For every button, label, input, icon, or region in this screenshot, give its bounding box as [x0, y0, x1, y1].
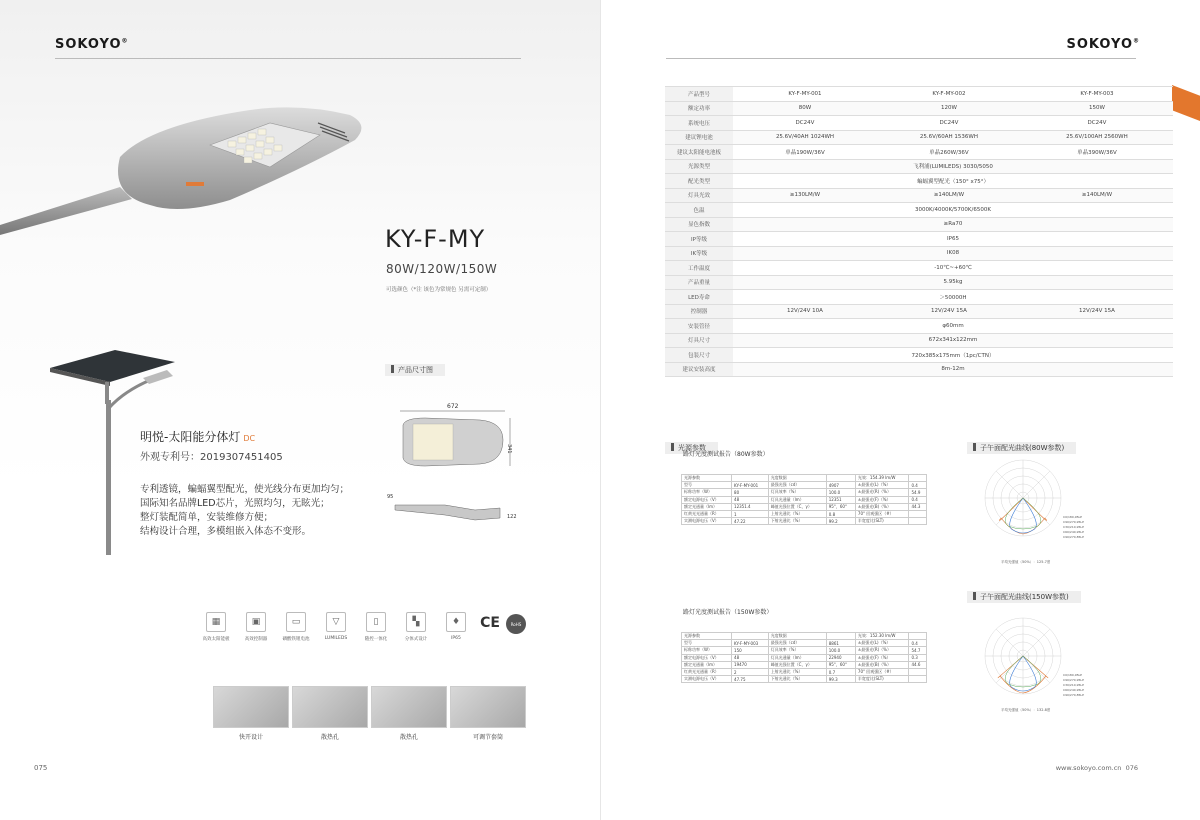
patent-number: 外观专利号：2019307451405	[140, 452, 283, 463]
svg-text:C60/240,95LP: C60/240,95LP	[1063, 688, 1084, 692]
report-cell: 12351.4	[732, 503, 769, 510]
report-cell: 灯具光通量（lm）	[768, 496, 826, 503]
curve150-label: 子午面配光曲线(150W参数)	[967, 591, 1081, 603]
report-cell: 99.2	[826, 518, 855, 525]
spec-value: 单晶390W/36V	[1021, 145, 1173, 160]
spec-value: 25.6V/100AH 2560WH	[1021, 130, 1173, 145]
spec-key: 建议安装高度	[665, 362, 733, 377]
dim-side-a: 95	[387, 494, 394, 500]
feature-icon-item: ▭ 磷酸铁锂电池	[278, 612, 314, 642]
report-cell	[732, 633, 769, 640]
report-cell: 型号	[682, 482, 732, 489]
model-title: KY-F-MY	[385, 225, 486, 253]
spec-key: 安装管径	[665, 319, 733, 334]
report-row	[682, 633, 927, 640]
corner-tab	[1172, 85, 1200, 121]
report-cell: 最强光强（cd）	[768, 482, 826, 489]
report-cell: 灯具光通量（lm）	[768, 654, 826, 661]
spec-key: 控制器	[665, 304, 733, 319]
report-cell: 95°，60°	[826, 661, 855, 668]
spec-value: 25.6V/40AH 1024WH	[733, 130, 877, 145]
spec-key: IP等级	[665, 232, 733, 247]
report-cell: ±最强光(B)（%）	[855, 661, 909, 668]
report-cell: ±最强光(R)（%）	[855, 489, 909, 496]
report-cell: 型号	[682, 640, 732, 647]
report-row	[682, 475, 927, 482]
wattage-options: 80W/120W/150W	[386, 262, 498, 276]
spec-value: 12V/24V 10A	[733, 304, 877, 319]
report-cell: ±最强光(F)（%）	[855, 654, 909, 661]
dim-height: 341	[506, 444, 512, 454]
detail-photo: 可调节套筒	[450, 686, 526, 741]
report-cell: 额定光通量（lm）	[682, 503, 732, 510]
report-row	[682, 647, 927, 654]
spec-row	[665, 348, 1173, 363]
report-row	[682, 518, 927, 525]
spec-table	[665, 86, 1173, 377]
spec-row	[665, 145, 1173, 160]
report-cell: 47.75	[732, 676, 769, 683]
detail-photo: 快开设计	[213, 686, 289, 741]
report-cell: 标称功率（W）	[682, 647, 732, 654]
report-cell: 峰值光强位置（C，γ）	[768, 503, 826, 510]
spec-row	[665, 101, 1173, 116]
svg-text:C90/270,85LP: C90/270,85LP	[1063, 693, 1084, 697]
feature-icon-item: ▽ LUMILEDS	[318, 612, 354, 642]
report-cell: 额定电源电压（V）	[682, 496, 732, 503]
spec-value: 5.95kg	[733, 275, 1173, 290]
spec-key: IK等级	[665, 246, 733, 261]
dim-width: 672	[447, 403, 459, 410]
report-cell	[909, 668, 927, 675]
report-cell: 下射光通比（%）	[768, 676, 826, 683]
battery-icon: ▭	[286, 612, 306, 632]
spec-key: 显色指数	[665, 217, 733, 232]
spec-value: 单晶190W/36V	[733, 145, 877, 160]
report-row	[682, 510, 927, 517]
spec-value: 150W	[1021, 101, 1173, 116]
spec-key: LED寿命	[665, 290, 733, 305]
spec-key: 灯具尺寸	[665, 333, 733, 348]
report-cell: 光度数据	[768, 633, 826, 640]
spec-value: DC24V	[1021, 116, 1173, 131]
spec-value: ＞50000H	[733, 290, 1173, 305]
report-cell: 下射光通比（%）	[768, 518, 826, 525]
modular-icon: ▚	[406, 612, 426, 632]
spec-row	[665, 188, 1173, 203]
report-row	[682, 503, 927, 510]
spec-value: 3000K/4000K/5700K/6500K	[733, 203, 1173, 218]
report80-title: 路灯光度测试报告（80W参数）	[683, 451, 769, 458]
spec-value: KY-F-MY-002	[877, 87, 1021, 102]
report-cell: KY-F-MY-001	[732, 482, 769, 489]
report-cell: 19470	[732, 661, 769, 668]
report-cell	[909, 633, 927, 640]
feature-item: 国际知名品牌LED芯片，光照均匀，无眩光；	[140, 498, 330, 509]
integrated-icon: ▯	[366, 612, 386, 632]
spec-row	[665, 261, 1173, 276]
spec-key: 灯具光效	[665, 188, 733, 203]
report-cell: 上射光通比（%）	[768, 510, 826, 517]
feature-list	[140, 483, 349, 539]
feature-item: 结构设计合理，多模组嵌入体态不变形。	[140, 526, 312, 537]
report-cell: 红黄光光通量（R）	[682, 510, 732, 517]
report-cell	[732, 475, 769, 482]
spec-row	[665, 232, 1173, 247]
report-cell: 80	[732, 489, 769, 496]
spec-value: 12V/24V 15A	[1021, 304, 1173, 319]
report-cell: 灯具效率（%）	[768, 647, 826, 654]
spec-row	[665, 116, 1173, 131]
report-cell: ±最强光(L)（%）	[855, 640, 909, 647]
report-row	[682, 496, 927, 503]
report-cell: 光源参数	[682, 633, 732, 640]
report-cell: 48	[732, 654, 769, 661]
feature-item: 专利透镜，蝙蝠翼型配光，使光线分布更加均匀；	[140, 484, 350, 495]
report-cell	[909, 676, 927, 683]
spec-row	[665, 290, 1173, 305]
spec-value: 672x341x122mm	[733, 333, 1173, 348]
report-row	[682, 661, 927, 668]
report-cell: 0.8	[826, 510, 855, 517]
spec-row	[665, 87, 1173, 102]
spec-value: φ60mm	[733, 319, 1173, 334]
report-cell: 峰值光强位置（C，γ）	[768, 661, 826, 668]
polar150-caption: 平均光强值（50%）：132.8度	[1001, 708, 1051, 712]
report-cell: 上射光通比（%）	[768, 668, 826, 675]
report-cell: 1	[732, 510, 769, 517]
light-source-label: 光源参数	[665, 442, 718, 454]
report-cell: 48	[732, 496, 769, 503]
report-cell: 70° 回观强区（#）	[855, 510, 909, 517]
detail-photos	[213, 686, 526, 741]
feature-icons	[198, 612, 526, 642]
report-cell: 150	[732, 647, 769, 654]
svg-text:C30/210,95LP: C30/210,95LP	[1063, 525, 1084, 529]
spec-row	[665, 246, 1173, 261]
report-cell: 100.0	[826, 647, 855, 654]
svg-text:C0/180,95LP: C0/180,95LP	[1063, 515, 1082, 519]
dimension-section-label: 产品尺寸图	[385, 364, 445, 376]
svg-text:C0/180,95LP: C0/180,95LP	[1063, 673, 1082, 677]
report-cell: 光效：152.30 lm/W	[855, 633, 909, 640]
waterproof-icon: ♦	[446, 612, 466, 632]
spec-key: 配光类型	[665, 174, 733, 189]
report-cell: 标称功率（W）	[682, 489, 732, 496]
report-cell: 54.9	[909, 489, 927, 496]
report-row	[682, 654, 927, 661]
spec-value: DC24V	[733, 116, 877, 131]
spec-value: 25.6V/60AH 1536WH	[877, 130, 1021, 145]
report150-title: 路灯光度测试报告（150W参数）	[683, 609, 773, 616]
report-cell: 12351	[826, 496, 855, 503]
spec-value: 120W	[877, 101, 1021, 116]
optional-color-note: 可选颜色（*注 该色为常规色 另需可定制）	[386, 287, 492, 293]
report-row	[682, 489, 927, 496]
report-cell	[826, 633, 855, 640]
ce-mark-icon: CE	[480, 615, 500, 631]
rohs-mark-icon: RoHS	[506, 614, 526, 634]
report-cell: 0.4	[909, 482, 927, 489]
led-icon: ▽	[326, 612, 346, 632]
detail-photo: 散热孔	[371, 686, 447, 741]
report-cell: 额定电源电压（V）	[682, 654, 732, 661]
spec-row	[665, 319, 1173, 334]
spec-key: 产品型号	[665, 87, 733, 102]
report-cell: ±最强光(F)（%）	[855, 496, 909, 503]
brand-logo: SOKOYO®	[1066, 37, 1140, 52]
spec-row	[665, 275, 1173, 290]
spec-row	[665, 304, 1173, 319]
header-divider	[666, 58, 1136, 59]
report-cell: 100.0	[826, 489, 855, 496]
report-row	[682, 482, 927, 489]
report-cell: 22940	[826, 654, 855, 661]
report-row	[682, 640, 927, 647]
report-cell: ±最强光(R)（%）	[855, 647, 909, 654]
curve80-label: 子午面配光曲线(80W参数)	[967, 442, 1076, 454]
dim-side-b: 122	[507, 514, 517, 520]
feature-icon-item: ▣ 高效控制器	[238, 612, 274, 642]
report-cell: 44.6	[909, 661, 927, 668]
report-cell	[909, 510, 927, 517]
svg-text:C90/270,95LP: C90/270,95LP	[1063, 678, 1084, 682]
spec-value: ≥Ra70	[733, 217, 1173, 232]
report-cell: 实测电源电压（V）	[682, 676, 732, 683]
controller-icon: ▣	[246, 612, 266, 632]
spec-value: 8m-12m	[733, 362, 1173, 377]
report-cell: 8861	[826, 640, 855, 647]
solar-panel-icon: ▦	[206, 612, 226, 632]
brand-logo: SOKOYO®	[55, 37, 129, 52]
spec-value: 720x385x175mm（1pc/CTN）	[733, 348, 1173, 363]
spec-value: ≥140LM/W	[877, 188, 1021, 203]
spec-row	[665, 159, 1173, 174]
spec-row	[665, 362, 1173, 377]
report-cell: 最强光强（cd）	[768, 640, 826, 647]
spec-key: 工作温度	[665, 261, 733, 276]
spec-value: DC24V	[877, 116, 1021, 131]
feature-icon-item: ▯ 随控一体化	[358, 612, 394, 642]
spec-row	[665, 130, 1173, 145]
product-name: 明悦-太阳能分体灯 DC	[140, 430, 256, 444]
footer-website: www.sokoyo.com.cn 076	[1055, 764, 1138, 772]
spec-value: 飞利浦(LUMILEDS) 3030/5050	[733, 159, 1173, 174]
report-cell: 额定光通量（lm）	[682, 661, 732, 668]
report-cell: 95°，60°	[826, 503, 855, 510]
spec-key: 光源类型	[665, 159, 733, 174]
spec-value: 80W	[733, 101, 877, 116]
page-number-right: 076	[1125, 764, 1138, 772]
report-cell: 光效：154.39 lm/W	[855, 475, 909, 482]
spec-value: IP65	[733, 232, 1173, 247]
svg-text:C90/270,85LP: C90/270,85LP	[1063, 535, 1084, 539]
feature-item: 整灯装配简单，安装维修方便；	[140, 512, 274, 523]
report-cell: 0.4	[909, 496, 927, 503]
report150-table	[681, 632, 927, 683]
polar-chart-150w	[983, 616, 1083, 706]
report-cell: KY-F-MY-003	[732, 640, 769, 647]
spec-key: 建议锂电池	[665, 130, 733, 145]
street-lamp-image	[0, 95, 380, 235]
spec-row	[665, 203, 1173, 218]
report-cell: 光度数据	[768, 475, 826, 482]
report-cell: ±最强光(L)（%）	[855, 482, 909, 489]
spec-value: IK08	[733, 246, 1173, 261]
spec-key: 建议太阳能电池板	[665, 145, 733, 160]
spec-value: -10℃~+60℃	[733, 261, 1173, 276]
spec-value: ≥130LM/W	[733, 188, 877, 203]
report-cell: 实测电源电压（V）	[682, 518, 732, 525]
report-cell: 红黄光光通量（R）	[682, 668, 732, 675]
report-cell: 0.7	[826, 668, 855, 675]
report-cell: 2	[732, 668, 769, 675]
report-cell: 54.7	[909, 647, 927, 654]
spec-value: ≥140LM/W	[1021, 188, 1173, 203]
svg-text:C90/270,95LP: C90/270,95LP	[1063, 520, 1084, 524]
spec-row	[665, 217, 1173, 232]
feature-icon-item: ▚ 分体式设计	[398, 612, 434, 642]
report-cell: 44.3	[909, 503, 927, 510]
polar-chart-80w	[983, 458, 1083, 548]
report-cell: 半宽度比(SLT)	[855, 518, 909, 525]
report-row	[682, 668, 927, 675]
svg-text:C30/210,95LP: C30/210,95LP	[1063, 683, 1084, 687]
report-cell: 灯具效率（%）	[768, 489, 826, 496]
report80-table	[681, 474, 927, 525]
feature-icon-item: ▦ 高效太阳能板	[198, 612, 234, 642]
spec-key: 额定功率	[665, 101, 733, 116]
report-cell: 半宽度比(SLT)	[855, 676, 909, 683]
report-cell: 47.22	[732, 518, 769, 525]
spec-value: KY-F-MY-001	[733, 87, 877, 102]
spec-row	[665, 333, 1173, 348]
spec-value: KY-F-MY-003	[1021, 87, 1173, 102]
polar80-caption: 平均光强值（50%）：125.7度	[1001, 560, 1051, 564]
right-page	[600, 0, 1200, 820]
report-cell: 70° 回观强区（#）	[855, 668, 909, 675]
dimension-drawing	[385, 400, 515, 540]
report-cell: 0.4	[909, 640, 927, 647]
spec-key: 包装尺寸	[665, 348, 733, 363]
spec-value: 12V/24V 15A	[877, 304, 1021, 319]
spec-value: 蝙蝠翼型配光（150° x75°）	[733, 174, 1173, 189]
spec-key: 系统电压	[665, 116, 733, 131]
spec-key: 色温	[665, 203, 733, 218]
spec-key: 产品重量	[665, 275, 733, 290]
report-row	[682, 676, 927, 683]
spec-row	[665, 174, 1173, 189]
report-cell: 光源参数	[682, 475, 732, 482]
report-cell	[909, 475, 927, 482]
report-cell	[826, 475, 855, 482]
report-cell: 4907	[826, 482, 855, 489]
svg-text:C60/240,95LP: C60/240,95LP	[1063, 530, 1084, 534]
report-cell: ±最强光(B)（%）	[855, 503, 909, 510]
detail-photo: 散热孔	[292, 686, 368, 741]
feature-icon-item: ♦ IP65	[438, 612, 474, 642]
report-cell: 0.3	[909, 654, 927, 661]
report-cell	[909, 518, 927, 525]
spec-value: 单晶260W/36V	[877, 145, 1021, 160]
report-cell: 99.3	[826, 676, 855, 683]
page-number-left: 075	[34, 764, 48, 772]
header-divider	[55, 58, 521, 59]
